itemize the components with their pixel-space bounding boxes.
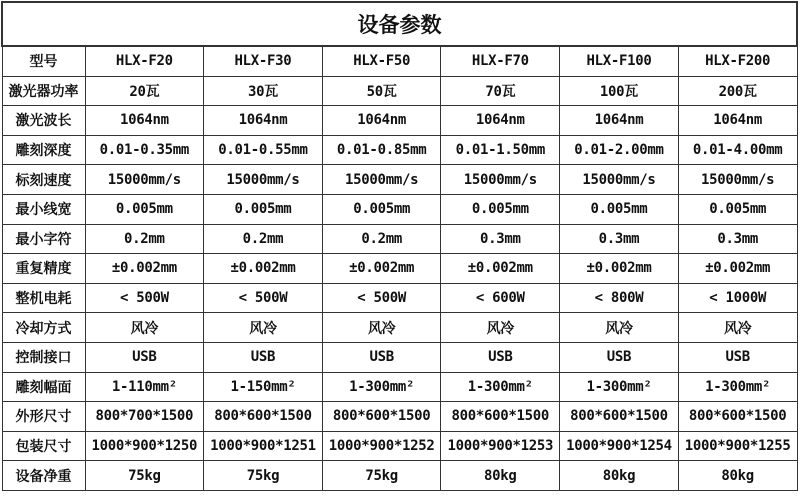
table-cell: 0.3mm [560, 224, 679, 254]
table-cell: 1000*900*1254 [560, 431, 679, 461]
table-cell: 15000mm/s [678, 165, 797, 195]
table-cell: 70瓦 [441, 76, 560, 106]
table-cell: < 800W [560, 283, 679, 313]
table-cell: 800*600*1500 [204, 402, 323, 432]
table-cell: 0.01-0.55mm [204, 135, 323, 165]
table-cell: USB [678, 342, 797, 372]
table-cell: 0.2mm [204, 224, 323, 254]
table-cell: 0.01-0.35mm [85, 135, 204, 165]
table-row [2, 372, 797, 402]
table-cell: 1064nm [560, 106, 679, 136]
table-title: 设备参数 [2, 2, 797, 46]
table-cell: 800*600*1500 [441, 402, 560, 432]
table-row [2, 342, 797, 372]
row-label: 标刻速度 [2, 165, 85, 195]
table-cell: 100瓦 [560, 76, 679, 106]
table-cell: 0.3mm [678, 224, 797, 254]
table-cell: 75kg [204, 461, 323, 491]
row-label: 激光波长 [2, 106, 85, 136]
row-label: 包装尺寸 [2, 431, 85, 461]
table-cell: 0.01-2.00mm [560, 135, 679, 165]
table-cell: 1000*900*1252 [322, 431, 441, 461]
table-cell: 30瓦 [204, 76, 323, 106]
table-cell: 风冷 [204, 313, 323, 343]
table-cell: ±0.002mm [85, 254, 204, 284]
table-row [2, 461, 797, 491]
table-row [2, 46, 797, 76]
table-cell: 80kg [441, 461, 560, 491]
table-cell: 0.2mm [85, 224, 204, 254]
table-cell: 0.01-1.50mm [441, 135, 560, 165]
table-cell: 800*700*1500 [85, 402, 204, 432]
table-cell: 800*600*1500 [322, 402, 441, 432]
table-row [2, 402, 797, 432]
table-cell: 1000*900*1255 [678, 431, 797, 461]
table-cell: 800*600*1500 [678, 402, 797, 432]
table-cell: < 500W [85, 283, 204, 313]
table-cell: 风冷 [560, 313, 679, 343]
table-cell: 0.2mm [322, 224, 441, 254]
table-row [2, 165, 797, 195]
table-row [2, 106, 797, 136]
table-cell: 1064nm [441, 106, 560, 136]
table-cell: 风冷 [322, 313, 441, 343]
table-row [2, 135, 797, 165]
row-label: 型号 [2, 46, 85, 76]
table-cell: 1-300mm² [560, 372, 679, 402]
table-cell: USB [322, 342, 441, 372]
table-row [2, 313, 797, 343]
table-cell: 50瓦 [322, 76, 441, 106]
table-cell: 1064nm [85, 106, 204, 136]
table-cell: 0.005mm [85, 194, 204, 224]
table-cell: 15000mm/s [204, 165, 323, 195]
table-row [2, 76, 797, 106]
table-cell: 0.005mm [204, 194, 323, 224]
table-cell: ±0.002mm [322, 254, 441, 284]
table-cell: 15000mm/s [441, 165, 560, 195]
table-cell: 1000*900*1250 [85, 431, 204, 461]
table-cell: 0.3mm [441, 224, 560, 254]
table-cell: 1000*900*1253 [441, 431, 560, 461]
table-cell: 0.005mm [322, 194, 441, 224]
row-label: 整机电耗 [2, 283, 85, 313]
table-cell: HLX-F70 [441, 46, 560, 76]
table-cell: 800*600*1500 [560, 402, 679, 432]
table-row [2, 254, 797, 284]
row-label: 最小线宽 [2, 194, 85, 224]
table-cell: 0.005mm [678, 194, 797, 224]
table-cell: 200瓦 [678, 76, 797, 106]
row-label: 外形尺寸 [2, 402, 85, 432]
row-label: 设备净重 [2, 461, 85, 491]
table-cell: 1-110mm² [85, 372, 204, 402]
table-cell: 75kg [322, 461, 441, 491]
table-cell: HLX-F50 [322, 46, 441, 76]
table-cell: 风冷 [441, 313, 560, 343]
table-cell: 1-300mm² [441, 372, 560, 402]
table-cell: 75kg [85, 461, 204, 491]
table-row [2, 431, 797, 461]
table-cell: < 500W [204, 283, 323, 313]
table-cell: 1064nm [322, 106, 441, 136]
table-cell: 15000mm/s [560, 165, 679, 195]
table-cell: ±0.002mm [204, 254, 323, 284]
table-cell: HLX-F30 [204, 46, 323, 76]
table-cell: 0.005mm [560, 194, 679, 224]
table-cell: 风冷 [678, 313, 797, 343]
table-cell: HLX-F20 [85, 46, 204, 76]
table-cell: USB [560, 342, 679, 372]
table-cell: 80kg [678, 461, 797, 491]
row-label: 激光器功率 [2, 76, 85, 106]
table-cell: USB [441, 342, 560, 372]
table-cell: 15000mm/s [85, 165, 204, 195]
row-label: 冷却方式 [2, 313, 85, 343]
table-cell: ±0.002mm [678, 254, 797, 284]
row-label: 雕刻幅面 [2, 372, 85, 402]
table-cell: HLX-F200 [678, 46, 797, 76]
table-cell: 0.005mm [441, 194, 560, 224]
table-cell: 1064nm [204, 106, 323, 136]
table-cell: < 500W [322, 283, 441, 313]
table-cell: 80kg [560, 461, 679, 491]
table-row [2, 224, 797, 254]
table-cell: USB [204, 342, 323, 372]
table-row [2, 283, 797, 313]
title-row [2, 2, 797, 46]
row-label: 控制接口 [2, 342, 85, 372]
row-label: 重复精度 [2, 254, 85, 284]
table-cell: 1000*900*1251 [204, 431, 323, 461]
table-cell: ±0.002mm [441, 254, 560, 284]
table-cell: 0.01-0.85mm [322, 135, 441, 165]
table-cell: HLX-F100 [560, 46, 679, 76]
table-cell: 20瓦 [85, 76, 204, 106]
table-cell: ±0.002mm [560, 254, 679, 284]
table-cell: 1064nm [678, 106, 797, 136]
table-cell: 1-150mm² [204, 372, 323, 402]
table-cell: USB [85, 342, 204, 372]
row-label: 最小字符 [2, 224, 85, 254]
table-cell: 0.01-4.00mm [678, 135, 797, 165]
table-cell: 15000mm/s [322, 165, 441, 195]
table-cell: < 600W [441, 283, 560, 313]
equipment-parameters-table [1, 1, 798, 491]
table-row [2, 194, 797, 224]
row-label: 雕刻深度 [2, 135, 85, 165]
table-cell: < 1000W [678, 283, 797, 313]
table-cell: 1-300mm² [678, 372, 797, 402]
table-cell: 风冷 [85, 313, 204, 343]
table-cell: 1-300mm² [322, 372, 441, 402]
